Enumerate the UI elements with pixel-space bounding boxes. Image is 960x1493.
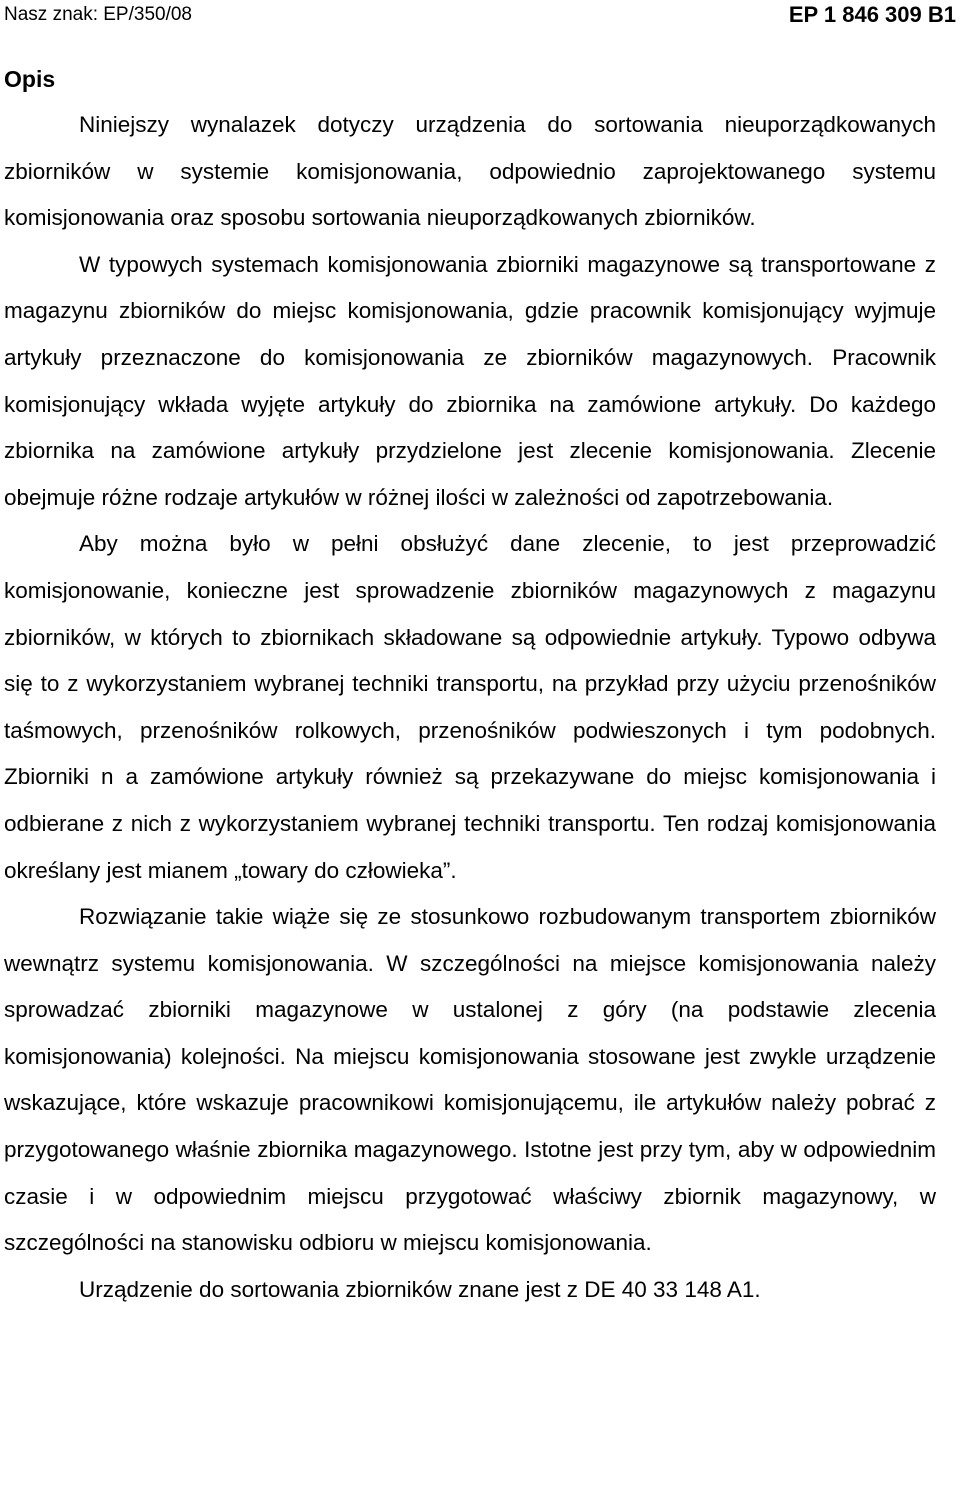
paragraph-5: Urządzenie do sortowania zbiorników znane jest z DE 40 33 148 A1. [79, 1276, 761, 1302]
paragraph-4: Rozwiązanie takie wiąże się ze stosunkowo rozbudowanym transportem zbiorników wewnątrz systemu komisjonowania. W szczególności na miejsce komisjonowania należy sprowadzać zbiorniki magazynowe w ustalonej z góry (na podstawie zlecenia komisjonowania) kolejności. Na miejscu komisjonowania stosowane jest zwykle urządzenie wskazujące, które wskazuje pracownikowi komisjonującemu, ile artykułów należy pobrać z przygotowanego właśnie zbiornika magazynowego. Istotne jest przy tym, aby w odpowiednim czasie i w odpowiednim miejscu przygotować właściwy zbiornik magazynowy, w szczególności na stanowisku odbioru w miejscu komisjonowania. [4, 904, 936, 1256]
section-heading: Opis [4, 66, 56, 92]
paragraph-3: Aby można było w pełni obsłużyć dane zlecenie, to jest przeprowadzić komisjonowanie, konieczne jest sprowadzenie zbiorników magazynowych z magazynu zbiorników, w których to zbiornikach składowane są odpowiednie artykuły. Typowo odbywa się to z wykorzystaniem wybranej techniki transportu, na przykład przy użyciu przenośników taśmowych, przenośników rolkowych, przenośników podwieszonych i tym podobnych. Zbiorniki n a zamówione artykuły również są przekazywane do miejsc komisjonowania i odbierane z nich z wykorzystaniem wybranej techniki transportu. Ten rodzaj komisjonowania określany jest mianem „towary do człowieka”. [4, 531, 936, 883]
reference-number: Nasz znak: EP/350/08 [4, 4, 192, 25]
description-body [4, 102, 936, 1313]
paragraph-2: W typowych systemach komisjonowania zbiorniki magazynowe są transportowane z magazynu zbiorników do miejsc komisjonowania, gdzie pracownik komisjonujący wyjmuje artykuły przeznaczone do komisjonowania ze zbiorników magazynowych. Pracownik komisjonujący wkłada wyjęte artykuły do zbiornika na zamówione artykuły. Do każdego zbiornika na zamówione artykuły przydzielone jest zlecenie komisjonowania. Zlecenie obejmuje różne rodzaje artykułów w różnej ilości w zależności od zapotrzebowania. [4, 251, 936, 510]
paragraph-1: Niniejszy wynalazek dotyczy urządzenia do sortowania nieuporządkowanych zbiorników w systemie komisjonowania, odpowiednio zaprojektowanego systemu komisjonowania oraz sposobu sortowania nieuporządkowanych zbiorników. [4, 112, 936, 231]
patent-number: EP 1 846 309 B1 [788, 2, 956, 27]
page-header [4, 3, 956, 29]
